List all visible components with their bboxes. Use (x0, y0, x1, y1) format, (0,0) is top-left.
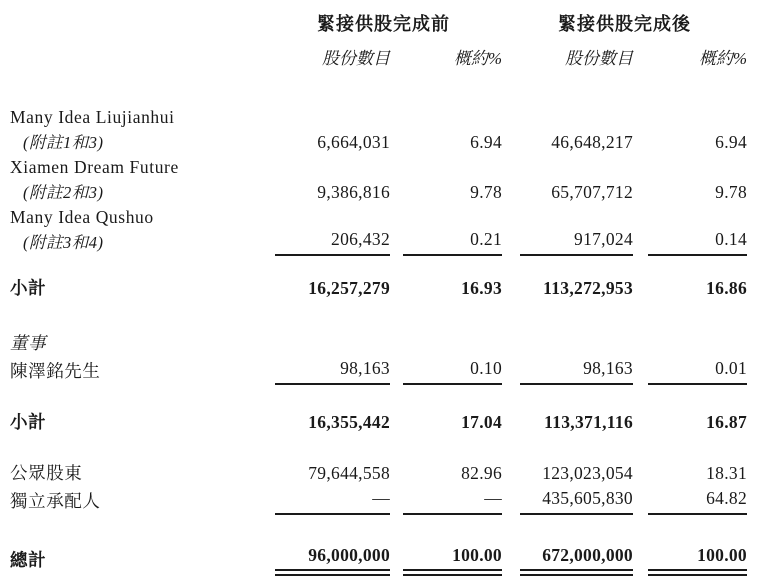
shares-before-value: 16,355,442 (308, 412, 390, 432)
shareholder-name: Many Idea Liujianhui (10, 107, 175, 127)
approx-percent-after-value: 0.14 (648, 205, 747, 255)
group-header-before: 緊接供股完成前 (317, 14, 450, 34)
table-row (10, 276, 747, 301)
table-row (10, 461, 747, 486)
shareholder-name: 獨立承配人 (10, 491, 101, 511)
approx-percent-before-value: 0.10 (403, 356, 502, 384)
shares-before-value: 98,163 (275, 356, 390, 384)
approx-percent-before-value: 82.96 (461, 463, 502, 483)
shares-after-value (520, 331, 633, 356)
approx-percent-before-value: 16.93 (461, 278, 502, 298)
table-header (10, 8, 747, 71)
shareholder-name: 公眾股東 (10, 463, 83, 483)
shares-after-value: 113,272,953 (543, 278, 633, 298)
section-spacer (10, 514, 747, 543)
shares-before-value: 16,257,279 (308, 278, 390, 298)
row-label (10, 461, 265, 486)
table-row (10, 205, 747, 255)
row-label (10, 486, 265, 514)
table-row (10, 486, 747, 514)
shareholder-name: 董事 (10, 333, 47, 353)
note-reference: (附註3和4) (23, 233, 104, 252)
approx-percent-after-value: 64.82 (648, 486, 747, 514)
row-label (10, 205, 265, 255)
column-header-shares-after: 股份數目 (565, 49, 633, 68)
shares-after-value: 98,163 (520, 356, 633, 384)
shareholder-name: Xiamen Dream Future (10, 157, 179, 177)
row-label (10, 105, 265, 155)
approx-percent-before-value (403, 331, 502, 356)
shares-before-value: 9,386,816 (317, 182, 390, 202)
table-row (10, 331, 747, 356)
column-header-shares-before: 股份數目 (322, 49, 390, 68)
shares-before-value: 206,432 (275, 205, 390, 255)
approx-percent-after-value: 6.94 (715, 132, 747, 152)
shares-before-value (275, 331, 390, 356)
section-spacer (10, 255, 747, 276)
shares-after-value: 672,000,000 (520, 543, 633, 573)
approx-percent-after-value: 18.31 (706, 463, 747, 483)
table-row (10, 410, 747, 435)
section-spacer (10, 384, 747, 410)
row-label (10, 356, 265, 384)
table-row (10, 543, 747, 573)
approx-percent-before-value: 6.94 (470, 132, 502, 152)
section-spacer (10, 435, 747, 461)
approx-percent-before-value: — (403, 486, 502, 514)
shareholding-table (10, 8, 747, 576)
row-label (10, 543, 265, 573)
approx-percent-before-value: 9.78 (470, 182, 502, 202)
shareholder-name: 小計 (10, 412, 47, 432)
shares-after-value: 46,648,217 (551, 132, 633, 152)
shares-after-value: 435,605,830 (520, 486, 633, 514)
shareholder-name: Many Idea Qushuo (10, 207, 154, 227)
row-label (10, 410, 265, 435)
row-label (10, 331, 265, 356)
group-header-row (10, 8, 747, 44)
shares-before-value: 96,000,000 (275, 543, 390, 573)
approx-percent-after-value: 16.86 (706, 278, 747, 298)
note-reference: (附註2和3) (23, 183, 104, 202)
approx-percent-after-value (648, 331, 747, 356)
shares-before-value: — (275, 486, 390, 514)
approx-percent-after-value: 0.01 (648, 356, 747, 384)
approx-percent-before-value: 17.04 (461, 412, 502, 432)
shareholder-name: 陳澤銘先生 (10, 361, 101, 381)
table-row (10, 105, 747, 155)
shares-before-value: 6,664,031 (317, 132, 390, 152)
table-body (10, 71, 747, 573)
column-header-percent-after: 概約% (698, 49, 747, 68)
group-header-after: 緊接供股完成後 (558, 14, 691, 34)
shares-before-value: 79,644,558 (308, 463, 390, 483)
column-header-row (10, 44, 747, 71)
shares-after-value: 113,371,116 (544, 412, 633, 432)
approx-percent-after-value: 9.78 (715, 182, 747, 202)
section-spacer (10, 71, 747, 105)
shareholder-name: 小計 (10, 278, 47, 298)
column-header-percent-before: 概約% (453, 49, 502, 68)
shareholder-name: 總計 (10, 549, 47, 570)
table-row (10, 356, 747, 384)
section-spacer (10, 301, 747, 331)
row-label (10, 155, 265, 205)
table-row (10, 155, 747, 205)
note-reference: (附註1和3) (23, 133, 104, 152)
shares-after-value: 123,023,054 (542, 463, 633, 483)
approx-percent-after-value: 100.00 (648, 543, 747, 573)
approx-percent-after-value: 16.87 (706, 412, 747, 432)
approx-percent-before-value: 0.21 (403, 205, 502, 255)
shares-after-value: 65,707,712 (551, 182, 633, 202)
shares-after-value: 917,024 (520, 205, 633, 255)
row-label (10, 276, 265, 301)
approx-percent-before-value: 100.00 (403, 543, 502, 573)
